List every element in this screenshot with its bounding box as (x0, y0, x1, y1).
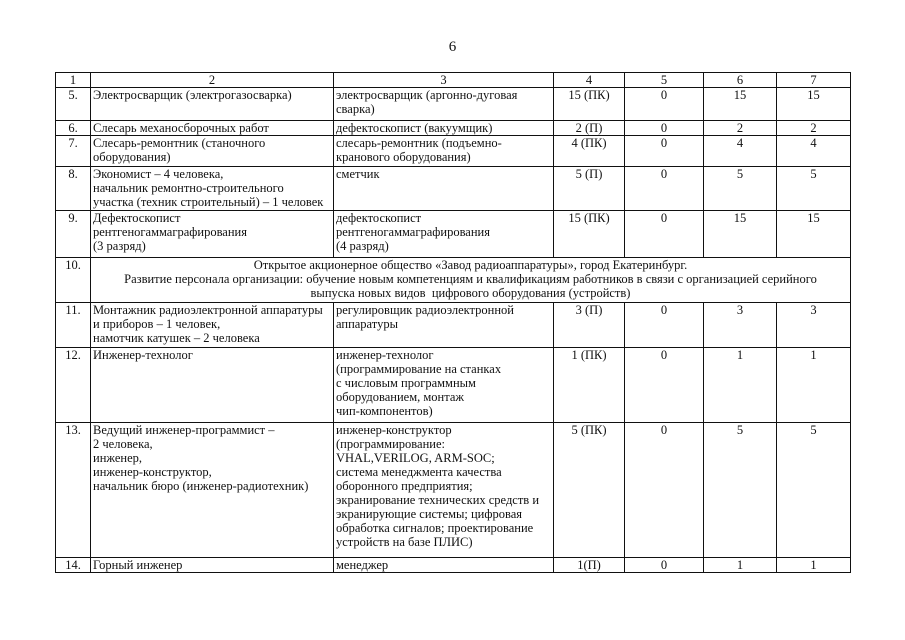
cell-line: электросварщик (аргонно-дуговая (336, 88, 518, 102)
cell-line: выпуска новых видов цифрового оборудования (устройств) (310, 286, 631, 300)
row-number: 5. (56, 88, 91, 121)
table-row (56, 558, 851, 573)
qualification-table (55, 72, 851, 573)
col6-value: 15 (704, 211, 777, 258)
cell-line: рентгеногаммаграфирования (93, 225, 247, 239)
row-number: 12. (56, 348, 91, 423)
cell-line: VHAL,VERILOG, ARM-SOC; (336, 451, 495, 465)
cell-line: Экономист – 4 человека, (93, 167, 224, 181)
col4-value: 15 (ПК) (554, 88, 625, 121)
col7-value: 15 (777, 88, 851, 121)
cell-line: Развитие персонала организации: обучение новым компетенциям и квалификациям работников в связи с организацией серийного (124, 272, 817, 286)
cell-line: и приборов – 1 человек, (93, 317, 221, 331)
cell-line: инженер-технолог (336, 348, 434, 362)
current-position-cell (91, 88, 334, 121)
cell-line: регулировщик радиоэлектронной (336, 303, 514, 317)
table-row (56, 348, 851, 423)
target-qualification-cell (334, 558, 554, 573)
cell-line: Электросварщик (электрогазосварка) (93, 88, 292, 102)
col5-value: 0 (625, 167, 704, 211)
col6-value: 4 (704, 136, 777, 167)
table-row (56, 88, 851, 121)
cell-line: рентгеногаммаграфирования (336, 225, 490, 239)
cell-line: дефектоскопист (336, 211, 422, 225)
cell-line: начальник бюро (инженер-радиотехник) (93, 479, 309, 493)
row-number: 14. (56, 558, 91, 573)
cell-line: слесарь-ремонтник (подъемно- (336, 136, 502, 150)
col6-value: 2 (704, 121, 777, 136)
cell-line: инженер-конструктор (336, 423, 452, 437)
col6-value: 1 (704, 348, 777, 423)
cell-line: с числовым программным (336, 376, 476, 390)
cell-line: Дефектоскопист (93, 211, 181, 225)
current-position-cell (91, 423, 334, 558)
table-row (56, 211, 851, 258)
cell-line: участка (техник строительный) – 1 человек (93, 195, 324, 209)
cell-line: экранирующие системы; цифровая (336, 507, 522, 521)
cell-line: дефектоскопист (вакуумщик) (336, 121, 493, 135)
cell-line: чип-компонентов) (336, 404, 433, 418)
cell-line: кранового оборудования) (336, 150, 471, 164)
cell-line: система менеджмента качества (336, 465, 502, 479)
header-col-7: 7 (777, 73, 851, 88)
row-number: 7. (56, 136, 91, 167)
cell-line: (4 разряд) (336, 239, 389, 253)
cell-line: Открытое акционерное общество «Завод радиоаппаратуры», город Екатеринбург. (253, 258, 688, 272)
header-row (56, 73, 851, 88)
col4-value: 15 (ПК) (554, 211, 625, 258)
current-position-cell (91, 558, 334, 573)
table-row (56, 423, 851, 558)
cell-line: Монтажник радиоэлектронной аппаратуры (93, 303, 323, 317)
target-qualification-cell (334, 303, 554, 348)
current-position-cell (91, 167, 334, 211)
col5-value: 0 (625, 136, 704, 167)
target-qualification-cell (334, 211, 554, 258)
col4-value: 1 (ПК) (554, 348, 625, 423)
col6-value: 3 (704, 303, 777, 348)
col5-value: 0 (625, 303, 704, 348)
target-qualification-cell (334, 121, 554, 136)
col5-value: 0 (625, 88, 704, 121)
cell-line: аппаратуры (336, 317, 398, 331)
col5-value: 0 (625, 558, 704, 573)
cell-line: оборудованием, монтаж (336, 390, 465, 404)
col5-value: 0 (625, 121, 704, 136)
target-qualification-cell (334, 136, 554, 167)
current-position-cell (91, 348, 334, 423)
col6-value: 5 (704, 423, 777, 558)
cell-line: начальник ремонтно-строительного (93, 181, 284, 195)
cell-line: оборудования) (93, 150, 171, 164)
col7-value: 5 (777, 423, 851, 558)
header-col-4: 4 (554, 73, 625, 88)
col4-value: 2 (П) (554, 121, 625, 136)
col5-value: 0 (625, 348, 704, 423)
cell-line: 2 человека, (93, 437, 153, 451)
col7-value: 3 (777, 303, 851, 348)
cell-line: инженер-конструктор, (93, 465, 212, 479)
cell-line: Ведущий инженер-программист – (93, 423, 275, 437)
header-col-3: 3 (334, 73, 554, 88)
row-number: 10. (56, 258, 91, 303)
col7-value: 15 (777, 211, 851, 258)
target-qualification-cell (334, 348, 554, 423)
row-number: 13. (56, 423, 91, 558)
col6-value: 15 (704, 88, 777, 121)
table-row (56, 303, 851, 348)
cell-line: (программирование на станках (336, 362, 502, 376)
cell-line: менеджер (336, 558, 389, 572)
table-row (56, 121, 851, 136)
current-position-cell (91, 121, 334, 136)
current-position-cell (91, 136, 334, 167)
col4-value: 5 (ПК) (554, 423, 625, 558)
table-row (56, 136, 851, 167)
current-position-cell (91, 211, 334, 258)
row-number: 11. (56, 303, 91, 348)
target-qualification-cell (334, 88, 554, 121)
col5-value: 0 (625, 423, 704, 558)
row-number: 9. (56, 211, 91, 258)
cell-line: сметчик (336, 167, 380, 181)
row-number: 8. (56, 167, 91, 211)
col4-value: 1(П) (554, 558, 625, 573)
table-row-section (56, 258, 851, 303)
col4-value: 3 (П) (554, 303, 625, 348)
col7-value: 1 (777, 348, 851, 423)
cell-line: Горный инженер (93, 558, 183, 572)
target-qualification-cell (334, 423, 554, 558)
cell-line: оборонного предприятия; (336, 479, 473, 493)
target-qualification-cell (334, 167, 554, 211)
col7-value: 1 (777, 558, 851, 573)
cell-line: намотчик катушек – 2 человека (93, 331, 260, 345)
col6-value: 5 (704, 167, 777, 211)
row-number: 6. (56, 121, 91, 136)
cell-line: Слесарь механосборочных работ (93, 121, 269, 135)
current-position-cell (91, 303, 334, 348)
cell-line: (программирование: (336, 437, 445, 451)
header-col-2: 2 (91, 73, 334, 88)
cell-line: инженер, (93, 451, 143, 465)
cell-line: устройств на базе ПЛИС) (336, 535, 473, 549)
cell-line: сварка) (336, 102, 375, 116)
col7-value: 2 (777, 121, 851, 136)
col6-value: 1 (704, 558, 777, 573)
page-number: 6 (448, 39, 457, 55)
organization-section-cell (91, 258, 851, 303)
col5-value: 0 (625, 211, 704, 258)
col4-value: 4 (ПК) (554, 136, 625, 167)
col7-value: 5 (777, 167, 851, 211)
cell-line: Инженер-технолог (93, 348, 193, 362)
table-row (56, 167, 851, 211)
col4-value: 5 (П) (554, 167, 625, 211)
cell-line: экранирование технических средств и (336, 493, 540, 507)
header-col-1: 1 (56, 73, 91, 88)
cell-line: (3 разряд) (93, 239, 146, 253)
cell-line: Слесарь-ремонтник (станочного (93, 136, 266, 150)
header-col-5: 5 (625, 73, 704, 88)
cell-line: обработка сигналов; проектирование (336, 521, 534, 535)
col7-value: 4 (777, 136, 851, 167)
header-col-6: 6 (704, 73, 777, 88)
